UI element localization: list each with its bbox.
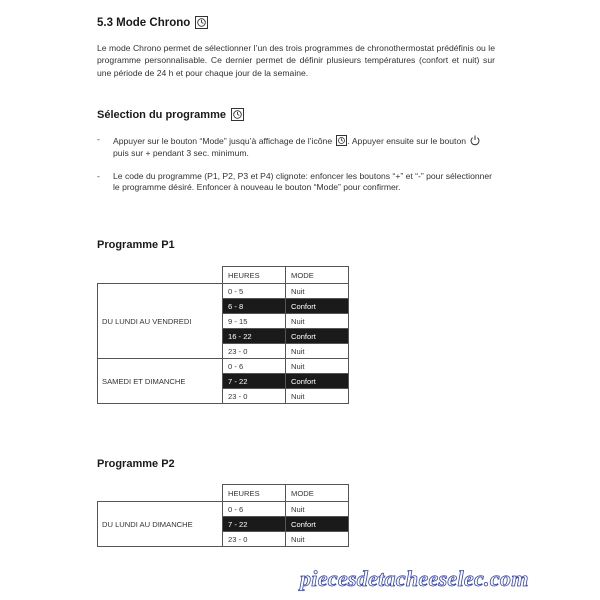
hours-cell: 6 - 8 xyxy=(223,299,286,314)
day-range-cell: SAMEDI ET DIMANCHE xyxy=(98,359,223,404)
bullet-dash: - xyxy=(97,170,100,181)
step2-text: Le code du programme (P1, P2, P3 et P4) clignote: enfoncer les boutons “+” et “-” pour sélectionner le programme désiré. Enfoncer à nouveau le bouton “Mode” pour confirmer. xyxy=(113,170,493,193)
step1-text-a: Appuyer sur le bouton “Mode” jusqu’à affichage de l’icône xyxy=(113,136,333,146)
section-title: 5.3 Mode Chrono xyxy=(97,16,191,29)
programme-p2-title: Programme P2 xyxy=(97,458,175,470)
programme-p1-title: Programme P1 xyxy=(97,239,175,251)
list-item xyxy=(97,171,495,195)
mode-cell: Confort xyxy=(286,299,349,314)
mode-cell: Nuit xyxy=(286,389,349,404)
hours-cell: 23 - 0 xyxy=(223,344,286,359)
hours-cell: 23 - 0 xyxy=(223,532,286,547)
step1-text-b: . Appuyer ensuite sur le bouton xyxy=(347,136,466,146)
mode-header: MODE xyxy=(286,267,349,284)
bullet-dash: - xyxy=(97,134,100,144)
hours-cell: 9 - 15 xyxy=(223,314,286,329)
list-item xyxy=(97,134,495,160)
watermark: piecesdetacheeselec.com xyxy=(300,566,529,591)
empty-header-cell xyxy=(98,267,223,284)
mode-cell: Nuit xyxy=(286,314,349,329)
power-icon xyxy=(469,134,481,146)
clock-icon xyxy=(336,135,347,146)
hours-cell: 23 - 0 xyxy=(223,389,286,404)
selection-steps xyxy=(97,134,495,205)
hours-cell: 0 - 5 xyxy=(223,284,286,299)
programme-p2-table xyxy=(97,484,349,547)
mode-cell: Nuit xyxy=(286,344,349,359)
mode-cell: Nuit xyxy=(286,359,349,374)
selection-title: Sélection du programme xyxy=(97,108,226,121)
mode-cell: Nuit xyxy=(286,284,349,299)
section-heading xyxy=(97,16,208,29)
mode-cell: Confort xyxy=(286,374,349,389)
mode-header: MODE xyxy=(286,485,349,502)
hours-header: HEURES xyxy=(223,267,286,284)
day-range-cell: DU LUNDI AU DIMANCHE xyxy=(98,502,223,547)
programme-p1-table xyxy=(97,266,349,404)
mode-cell: Confort xyxy=(286,517,349,532)
step1-text-c: puis sur + pendant 3 sec. minimum. xyxy=(113,147,249,158)
hours-cell: 0 - 6 xyxy=(223,359,286,374)
hours-cell: 16 - 22 xyxy=(223,329,286,344)
hours-cell: 0 - 6 xyxy=(223,502,286,517)
mode-cell: Nuit xyxy=(286,502,349,517)
intro-paragraph: Le mode Chrono permet de sélectionner l’un des trois programmes de chronothermostat prédéfinis ou le programme personnalisable. Ce dernier permet de définir plusieurs températures (confort et nuit) sur une période de 24 h et pour chaque jour de la semaine. xyxy=(97,43,495,78)
clock-icon xyxy=(195,16,208,29)
hours-cell: 7 - 22 xyxy=(223,374,286,389)
mode-cell: Nuit xyxy=(286,532,349,547)
day-range-cell: DU LUNDI AU VENDREDI xyxy=(98,284,223,359)
hours-header: HEURES xyxy=(223,485,286,502)
clock-icon xyxy=(231,108,244,121)
hours-cell: 7 - 22 xyxy=(223,517,286,532)
empty-header-cell xyxy=(98,485,223,502)
selection-heading xyxy=(97,108,244,121)
mode-cell: Confort xyxy=(286,329,349,344)
